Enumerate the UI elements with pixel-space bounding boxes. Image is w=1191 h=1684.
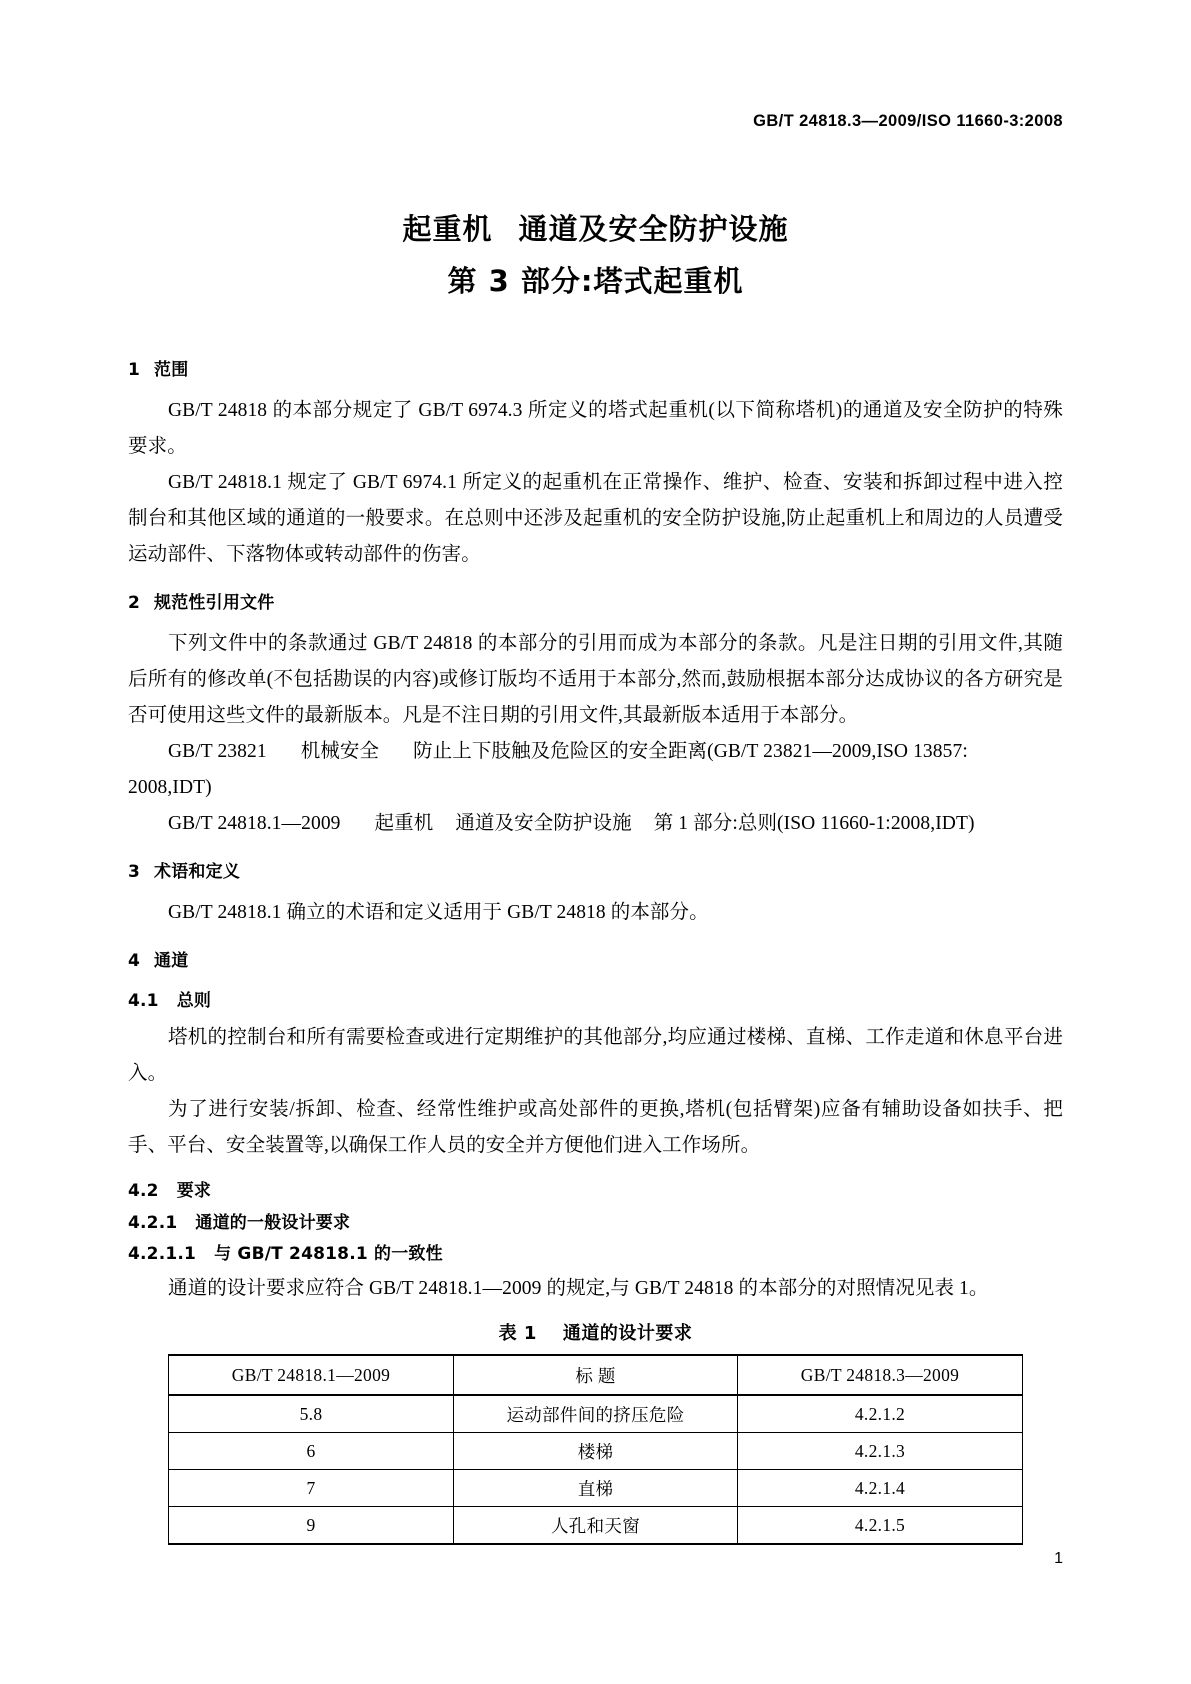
document-title xyxy=(128,205,1063,305)
table-cell-source-clause: 7 xyxy=(169,1470,454,1507)
table-1-caption-title: 通道的设计要求 xyxy=(562,1323,693,1344)
document-title-line2: 第 3 部分:塔式起重机 xyxy=(447,264,744,298)
table-cell-title: 楼梯 xyxy=(454,1433,738,1470)
page-number: 1 xyxy=(1054,1550,1063,1567)
heading-section-3 xyxy=(128,859,1063,885)
table-1-access-design-requirements xyxy=(168,1354,1023,1545)
paragraph-3-1: GB/T 24818.1 确立的术语和定义适用于 GB/T 24818 的本部分。 xyxy=(168,902,709,923)
heading-section-4-1 xyxy=(128,988,1063,1014)
normative-reference-1-title-a: 机械安全 xyxy=(300,741,380,762)
table-cell-source-clause: 9 xyxy=(169,1507,454,1545)
normative-reference-1 xyxy=(128,734,1063,770)
normative-reference-2-title-b: 通道及安全防护设施 xyxy=(455,813,632,834)
heading-section-4-2-1-number: 4.2.1 xyxy=(128,1213,178,1233)
heading-section-4-2-1-1 xyxy=(128,1241,1063,1267)
heading-section-4 xyxy=(128,948,1063,974)
paragraph-1-1: GB/T 24818 的本部分规定了 GB/T 6974.3 所定义的塔式起重机(以下简称塔机)的通道及安全防护的特殊要求。 xyxy=(128,400,1063,457)
heading-section-2 xyxy=(128,590,1063,616)
table-row xyxy=(169,1433,1023,1470)
table-cell-title: 运动部件间的挤压危险 xyxy=(454,1395,738,1433)
heading-section-4-number: 4 xyxy=(128,951,141,971)
table-1-caption xyxy=(128,1319,1063,1345)
table-cell-title: 人孔和天窗 xyxy=(454,1507,738,1545)
table-row xyxy=(169,1470,1023,1507)
normative-reference-1-code: GB/T 23821 xyxy=(168,741,267,762)
normative-reference-1-title-b: 防止上下肢触及危险区的安全距离(GB/T 23821—2009,ISO 13857: xyxy=(413,741,968,762)
document-body xyxy=(128,340,1063,1545)
heading-section-4-2 xyxy=(128,1178,1063,1204)
paragraph-1-2: GB/T 24818.1 规定了 GB/T 6974.1 所定义的起重机在正常操作、维护、检查、安装和拆卸过程中进入控制台和其他区域的通道的一般要求。在总则中还涉及起重机的安全防护设施,防止起重机上和周边的人员遭受运动部件、下落物体或转动部件的伤害。 xyxy=(128,472,1063,565)
heading-section-3-label: 术语和定义 xyxy=(154,862,241,882)
table-header-row xyxy=(169,1355,1023,1395)
table-cell-source-clause: 6 xyxy=(169,1433,454,1470)
table-cell-target-clause: 4.2.1.4 xyxy=(738,1470,1023,1507)
table-cell-target-clause: 4.2.1.5 xyxy=(738,1507,1023,1545)
normative-reference-2-code: GB/T 24818.1—2009 xyxy=(168,813,341,834)
normative-reference-2-title-c: 第 1 部分:总则(ISO 11660-1:2008,IDT) xyxy=(653,813,975,834)
heading-section-4-2-number: 4.2 xyxy=(128,1181,159,1201)
table-cell-source-clause: 5.8 xyxy=(169,1395,454,1433)
paragraph-2-1: 下列文件中的条款通过 GB/T 24818 的本部分的引用而成为本部分的条款。凡是注日期的引用文件,其随后所有的修改单(不包括勘误的内容)或修订版均不适用于本部分,然而,鼓励根据本部分达成协议的各方研究是否可使用这些文件的最新版本。凡是不注日期的引用文件,其最新版本适用于本部分。 xyxy=(128,633,1063,726)
table-row xyxy=(169,1395,1023,1433)
heading-section-4-2-1-1-number: 4.2.1.1 xyxy=(128,1244,197,1264)
heading-section-4-2-1 xyxy=(128,1210,1063,1236)
heading-section-4-2-1-1-label: 与 GB/T 24818.1 的一致性 xyxy=(214,1244,443,1264)
heading-section-4-2-label: 要求 xyxy=(176,1181,212,1201)
running-header-standard-number: GB/T 24818.3—2009/ISO 11660-3:2008 xyxy=(753,112,1063,130)
table-header-cell-title: 标 题 xyxy=(454,1355,738,1395)
document-title-line1-sub: 通道及安全防护设施 xyxy=(518,212,789,246)
heading-section-1 xyxy=(128,357,1063,383)
table-1-caption-label: 表 1 xyxy=(498,1323,537,1344)
table-header-cell-source-standard: GB/T 24818.1—2009 xyxy=(169,1355,454,1395)
normative-reference-1-continued: 2008,IDT) xyxy=(128,777,212,798)
heading-section-3-number: 3 xyxy=(128,862,141,882)
heading-section-4-2-1-label: 通道的一般设计要求 xyxy=(195,1213,351,1233)
heading-section-2-number: 2 xyxy=(128,593,141,613)
table-row xyxy=(169,1507,1023,1545)
paragraph-4-1-2: 为了进行安装/拆卸、检查、经常性维护或高处部件的更换,塔机(包括臂架)应备有辅助设备如扶手、把手、平台、安全装置等,以确保工作人员的安全并方便他们进入工作场所。 xyxy=(128,1099,1063,1156)
heading-section-1-label: 范围 xyxy=(154,360,189,380)
table-header-cell-target-standard: GB/T 24818.3—2009 xyxy=(738,1355,1023,1395)
heading-section-4-1-number: 4.1 xyxy=(128,991,159,1011)
heading-section-4-1-label: 总则 xyxy=(176,991,212,1011)
table-cell-target-clause: 4.2.1.3 xyxy=(738,1433,1023,1470)
normative-reference-2 xyxy=(128,806,1063,842)
heading-section-1-number: 1 xyxy=(128,360,141,380)
heading-section-2-label: 规范性引用文件 xyxy=(154,593,275,613)
paragraph-4-2-1-1: 通道的设计要求应符合 GB/T 24818.1—2009 的规定,与 GB/T 24818 的本部分的对照情况见表 1。 xyxy=(168,1278,989,1299)
paragraph-4-1-1: 塔机的控制台和所有需要检查或进行定期维护的其他部分,均应通过楼梯、直梯、工作走道和休息平台进入。 xyxy=(128,1027,1063,1084)
normative-reference-2-title-a: 起重机 xyxy=(374,813,434,834)
table-cell-target-clause: 4.2.1.2 xyxy=(738,1395,1023,1433)
heading-section-4-label: 通道 xyxy=(154,951,189,971)
table-cell-title: 直梯 xyxy=(454,1470,738,1507)
document-title-line1-main: 起重机 xyxy=(402,212,493,246)
